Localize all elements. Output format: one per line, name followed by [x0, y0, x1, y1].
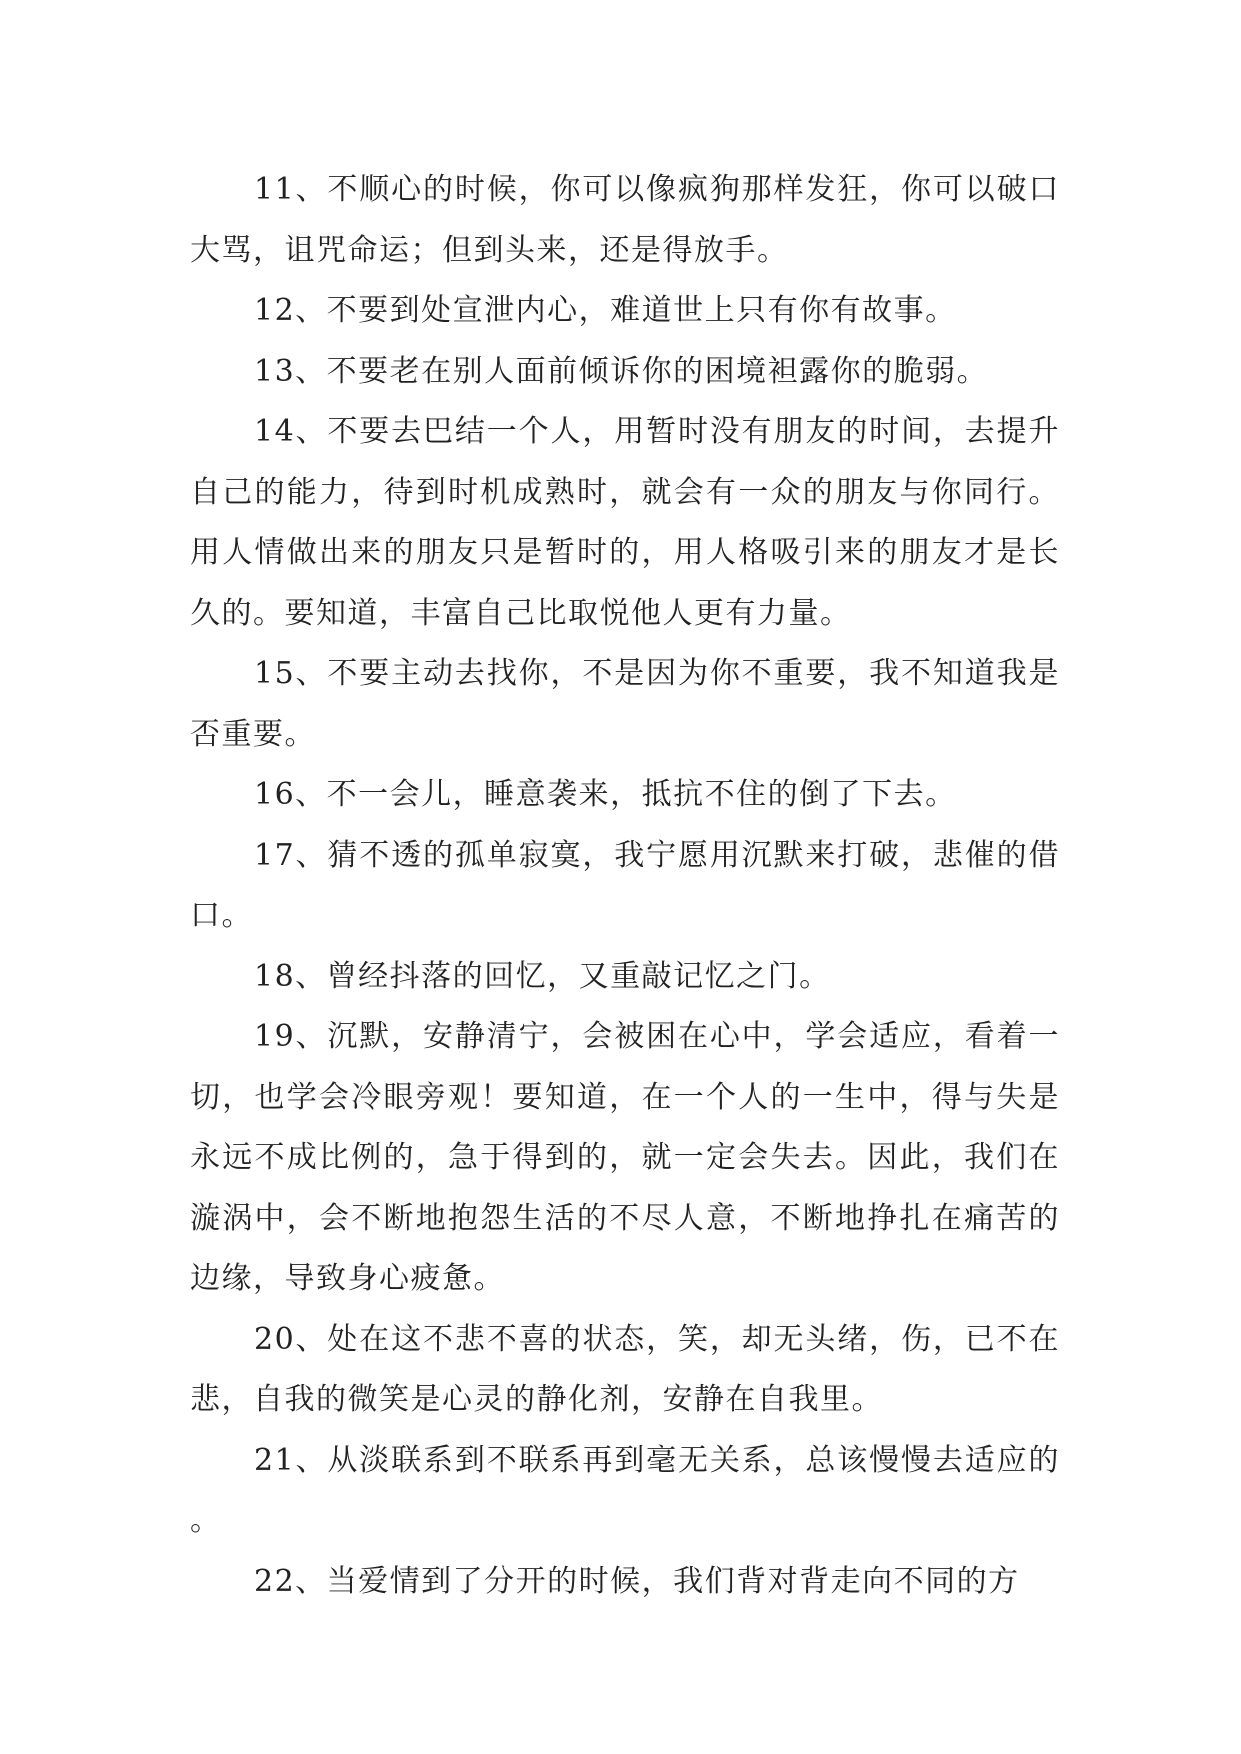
paragraph-15: 15、不要主动去找你，不是因为你不重要，我不知道我是否重要。 [190, 656, 1060, 752]
paragraph-22: 22、当爱情到了分开的时候，我们背对背走向不同的方 [254, 1563, 1020, 1599]
paragraph-19: 19、沉默，安静清宁，会被困在心中，学会适应，看着一切，也学会冷眼旁观！要知道，在一个人的一生中，得与失是永远不成比例的，急于得到的，就一定会失去。因此，我们在漩涡中，会不断地抱怨生活的不尽人意，不断地挣扎在痛苦的边缘，导致身心疲惫。 [190, 1019, 1060, 1296]
paragraph-21: 21、从淡联系到不联系再到毫无关系，总该慢慢去适应的。 [190, 1442, 1060, 1538]
paragraph-12: 12、不要到处宣泄内心，难道世上只有你有故事。 [254, 293, 957, 328]
paragraph-18: 18、曾经抖落的回忆，又重敲记忆之门。 [254, 958, 831, 994]
paragraph-14: 14、不要去巴结一个人，用暂时没有朋友的时间，去提升自己的能力，待到时机成熟时，就会有一众的朋友与你同行。用人情做出来的朋友只是暂时的，用人格吸引来的朋友才是长久的。要知道，丰富自己比取悦他人更有力量。 [190, 414, 1060, 631]
paragraph-16: 16、不一会儿，睡意袭来，抵抗不住的倒了下去。 [254, 777, 957, 812]
paragraph-13: 13、不要老在别人面前倾诉你的困境袒露你的脆弱。 [254, 353, 989, 389]
paragraph-20: 20、处在这不悲不喜的状态，笑，却无头绪，伤，已不在悲，自我的微笑是心灵的静化剂，安静在自我里。 [190, 1321, 1060, 1417]
paragraph-17: 17、猜不透的孤单寂寞，我宁愿用沉默来打破，悲催的借口。 [190, 837, 1060, 933]
document-body [190, 160, 1060, 1612]
paragraph-11: 11、不顺心的时候，你可以像疯狗那样发狂，你可以破口大骂，诅咒命运；但到头来，还是得放手。 [190, 172, 1060, 268]
